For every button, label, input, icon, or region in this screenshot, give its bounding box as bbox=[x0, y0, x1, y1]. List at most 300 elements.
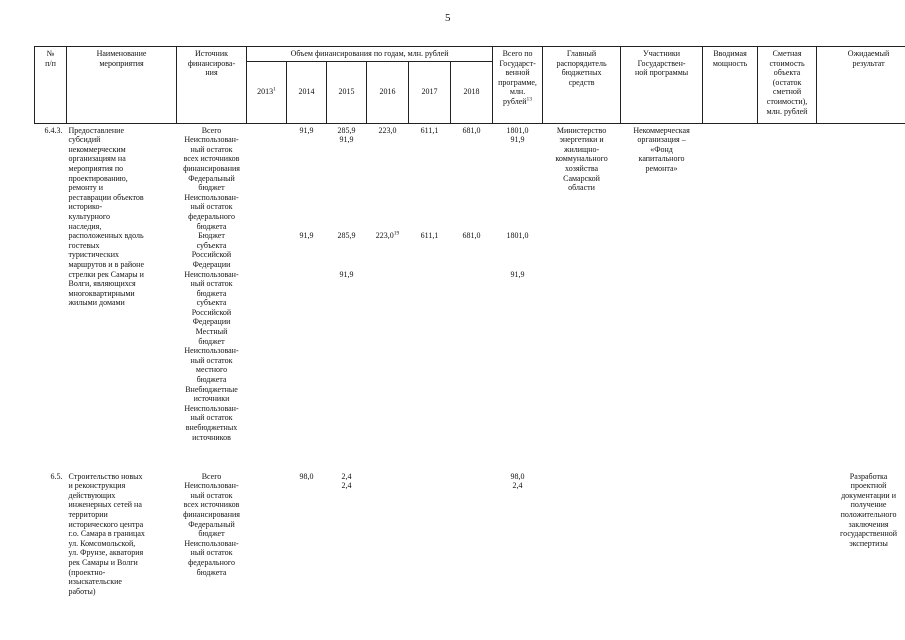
funding-value bbox=[411, 270, 449, 280]
funding-value: 91,9 bbox=[339, 269, 354, 279]
funding-value bbox=[289, 270, 325, 280]
header-capacity bbox=[703, 47, 758, 124]
header-funding-group: Объем финансирования по годам, млн. рублей bbox=[247, 47, 493, 62]
text-line: местного bbox=[195, 365, 228, 375]
text-line: Строительство новых bbox=[68, 471, 143, 481]
row-value-2018 bbox=[451, 472, 493, 612]
text-line: экспертизы bbox=[849, 538, 888, 548]
text-line: программе, bbox=[498, 77, 537, 87]
row-name bbox=[67, 472, 177, 612]
row-capacity bbox=[703, 472, 758, 612]
header-year-2016: 2016 bbox=[367, 61, 409, 123]
row-manager bbox=[543, 123, 621, 466]
text-line: Сметная bbox=[772, 49, 802, 58]
funding-value bbox=[329, 260, 365, 270]
text-line: мероприятия по bbox=[68, 163, 124, 173]
text-line: стоимости), bbox=[766, 96, 808, 106]
funding-value bbox=[329, 154, 365, 164]
funding-value bbox=[329, 164, 365, 174]
text-line: ремонта» bbox=[645, 163, 678, 173]
funding-value: 1801,0 bbox=[506, 231, 529, 241]
row-name bbox=[67, 123, 177, 466]
funding-value bbox=[495, 164, 541, 174]
footnote-mark: 19 bbox=[393, 230, 400, 237]
funding-value: 1801,0 bbox=[506, 125, 529, 135]
row-value-total bbox=[493, 472, 543, 612]
funding-value bbox=[289, 250, 325, 260]
text-line: работы) bbox=[68, 586, 96, 596]
funding-value bbox=[453, 164, 491, 174]
funding-value bbox=[453, 222, 491, 232]
text-line: ный остаток bbox=[190, 548, 233, 558]
funding-value bbox=[495, 202, 541, 212]
funding-value bbox=[453, 183, 491, 193]
funding-value bbox=[495, 183, 541, 193]
text-line: Федеральный bbox=[188, 173, 235, 183]
header-year-2014: 2014 bbox=[287, 61, 327, 123]
funding-value: 91,9 bbox=[510, 135, 525, 145]
row-source bbox=[177, 123, 247, 466]
funding-value bbox=[249, 481, 285, 491]
text-line: финансирования bbox=[183, 163, 240, 173]
funding-value bbox=[453, 145, 491, 155]
funding-value bbox=[249, 174, 285, 184]
row-manager bbox=[543, 472, 621, 612]
row-value-2015 bbox=[327, 123, 367, 466]
text-line: мощность bbox=[712, 58, 748, 68]
text-line: федерального bbox=[188, 211, 235, 221]
row-number: 6.5. bbox=[50, 471, 63, 481]
table-row bbox=[35, 123, 905, 466]
text-line: мероприятия bbox=[99, 58, 144, 68]
row-value-2017 bbox=[409, 123, 451, 466]
text-line: Российской bbox=[191, 307, 232, 317]
funding-value: 98,0 bbox=[510, 471, 525, 481]
text-line: бюджет bbox=[198, 529, 225, 539]
text-line: источников bbox=[192, 432, 231, 442]
row-estimate bbox=[758, 123, 817, 466]
row-participants bbox=[621, 472, 703, 612]
funding-value bbox=[369, 270, 407, 280]
funding-value bbox=[369, 193, 407, 203]
funding-value bbox=[289, 193, 325, 203]
row-participants bbox=[621, 123, 703, 466]
text-line: г.о. Самара в границах bbox=[68, 529, 145, 539]
funding-value bbox=[249, 202, 285, 212]
funding-value bbox=[495, 222, 541, 232]
funding-value bbox=[495, 250, 541, 260]
funding-value bbox=[369, 222, 407, 232]
text-line: № bbox=[46, 49, 55, 58]
text-line: венной bbox=[505, 68, 530, 78]
funding-value: 2,4 bbox=[341, 481, 352, 491]
funding-value bbox=[249, 164, 285, 174]
text-line: ремонту и bbox=[68, 183, 104, 193]
text-line: Бюджет bbox=[198, 231, 225, 241]
funding-value bbox=[329, 241, 365, 251]
funding-value bbox=[495, 154, 541, 164]
header-year-2017: 2017 bbox=[409, 61, 451, 123]
text-line: Ожидаемый bbox=[847, 49, 890, 58]
funding-value bbox=[289, 145, 325, 155]
funding-value bbox=[289, 174, 325, 184]
row-value-2017 bbox=[409, 472, 451, 612]
text-line: бюджет bbox=[198, 183, 225, 193]
text-line: гостевых bbox=[68, 240, 100, 250]
text-line: инженерных сетей на bbox=[68, 500, 142, 510]
text-line: (проектно- bbox=[68, 567, 106, 577]
text-line: Неиспользован- bbox=[184, 192, 239, 202]
header-year-2018: 2018 bbox=[451, 61, 493, 123]
text-line: «Фонд bbox=[650, 144, 673, 154]
funding-table-container bbox=[34, 46, 898, 612]
text-line: Всего bbox=[201, 471, 222, 481]
text-line: Неиспользован- bbox=[184, 135, 239, 145]
text-line: действующих bbox=[68, 490, 116, 500]
text-line: историко- bbox=[68, 202, 103, 212]
funding-value bbox=[495, 260, 541, 270]
text-line: Федерации bbox=[192, 317, 231, 327]
funding-value bbox=[453, 154, 491, 164]
funding-value: 611,1 bbox=[420, 231, 439, 241]
text-line: ный остаток bbox=[190, 355, 233, 365]
row-value-2015 bbox=[327, 472, 367, 612]
text-line: (остаток bbox=[772, 77, 802, 87]
table-row bbox=[35, 472, 905, 612]
text-line: Всего bbox=[201, 125, 222, 135]
funding-value bbox=[369, 135, 407, 145]
text-line: Участники bbox=[643, 49, 681, 58]
text-line: Неиспользован- bbox=[184, 403, 239, 413]
header-result bbox=[817, 47, 905, 124]
funding-value bbox=[453, 193, 491, 203]
text-line: Разработка bbox=[849, 471, 888, 481]
funding-value bbox=[369, 472, 407, 482]
funding-table bbox=[34, 46, 905, 612]
funding-value bbox=[369, 260, 407, 270]
row-source bbox=[177, 472, 247, 612]
funding-value bbox=[411, 472, 449, 482]
text-line: капитального bbox=[638, 154, 685, 164]
text-line: Неиспользован- bbox=[184, 346, 239, 356]
funding-value bbox=[411, 145, 449, 155]
header-participants bbox=[621, 47, 703, 124]
funding-value: 681,0 bbox=[462, 125, 481, 135]
text-line: наследия, bbox=[68, 221, 102, 231]
funding-value bbox=[411, 202, 449, 212]
funding-value bbox=[495, 241, 541, 251]
funding-value bbox=[249, 231, 285, 241]
text-line: стоимость bbox=[769, 58, 805, 68]
text-line: ный остаток bbox=[190, 279, 233, 289]
funding-value bbox=[369, 241, 407, 251]
funding-value bbox=[495, 174, 541, 184]
text-line: бюджет bbox=[198, 336, 225, 346]
funding-value bbox=[329, 193, 365, 203]
funding-value bbox=[329, 202, 365, 212]
funding-value bbox=[411, 222, 449, 232]
funding-value bbox=[289, 241, 325, 251]
text-line: всех источников bbox=[183, 154, 240, 164]
text-line: стрелки рек Самары и bbox=[68, 269, 144, 279]
funding-value: 285,9 bbox=[337, 125, 356, 135]
header-manager bbox=[543, 47, 621, 124]
text-line: проектированию, bbox=[68, 173, 128, 183]
row-estimate bbox=[758, 472, 817, 612]
funding-value: 611,1 bbox=[420, 125, 439, 135]
funding-value bbox=[369, 183, 407, 193]
text-line: жилыми домами bbox=[68, 298, 125, 308]
funding-value bbox=[289, 212, 325, 222]
text-line: бюджета bbox=[196, 567, 227, 577]
footnote-mark: 13 bbox=[526, 96, 533, 103]
text-line: Государст- bbox=[499, 58, 536, 68]
funding-value bbox=[369, 174, 407, 184]
funding-value bbox=[453, 472, 491, 482]
row-result bbox=[817, 123, 905, 466]
funding-value bbox=[289, 481, 325, 491]
text-line: финансирова- bbox=[187, 58, 236, 68]
text-line: сметной bbox=[772, 87, 802, 97]
text-line: результат bbox=[852, 58, 885, 68]
row-value-2018 bbox=[451, 123, 493, 466]
funding-value bbox=[289, 135, 325, 145]
text-line: коммунального bbox=[555, 154, 608, 164]
row-value-2016 bbox=[367, 472, 409, 612]
funding-value: 2,4 bbox=[341, 471, 352, 481]
text-line: рублей$^{13}$ bbox=[503, 96, 533, 106]
funding-value bbox=[249, 222, 285, 232]
text-line: Внебюджетные bbox=[185, 384, 238, 394]
text-line: объекта bbox=[773, 68, 801, 78]
text-line: организация – bbox=[637, 135, 686, 145]
funding-value bbox=[329, 174, 365, 184]
row-number: 6.4.3. bbox=[44, 125, 63, 135]
funding-value bbox=[453, 241, 491, 251]
text-line: государственной bbox=[840, 529, 898, 539]
text-line: Государствен- bbox=[637, 58, 686, 68]
text-line: Источник bbox=[195, 49, 228, 58]
funding-value bbox=[289, 183, 325, 193]
text-line: Федеральный bbox=[188, 519, 235, 529]
funding-value bbox=[329, 183, 365, 193]
text-line: Предоставление bbox=[68, 125, 125, 135]
text-line: Местный bbox=[195, 327, 228, 337]
text-line: ный остаток bbox=[190, 413, 233, 423]
text-line: млн. рублей bbox=[766, 106, 808, 116]
funding-value bbox=[289, 202, 325, 212]
row-value-2016 bbox=[367, 123, 409, 466]
funding-value bbox=[329, 212, 365, 222]
text-line: области bbox=[568, 183, 595, 193]
funding-value bbox=[495, 193, 541, 203]
text-line: жилищно- bbox=[563, 144, 600, 154]
header-name bbox=[67, 47, 177, 124]
text-line: культурного bbox=[68, 211, 111, 221]
text-line: исторического центра bbox=[68, 519, 144, 529]
text-line: получение bbox=[850, 500, 887, 510]
funding-value bbox=[453, 174, 491, 184]
funding-value bbox=[453, 135, 491, 145]
text-line: некоммерческим bbox=[68, 144, 126, 154]
funding-value bbox=[369, 164, 407, 174]
row-value-2013 bbox=[247, 123, 287, 466]
text-line: туристических bbox=[68, 250, 119, 260]
funding-value bbox=[249, 260, 285, 270]
text-line: Наименование bbox=[96, 49, 147, 58]
text-line: Российской bbox=[191, 250, 232, 260]
text-line: реставрации объектов bbox=[68, 192, 144, 202]
text-line: хозяйства bbox=[565, 163, 599, 173]
text-line: ул. Комсомольской, bbox=[68, 538, 136, 548]
text-line: ния bbox=[205, 68, 218, 78]
funding-value bbox=[249, 154, 285, 164]
header-total bbox=[493, 47, 543, 124]
text-line: энергетики и bbox=[559, 135, 604, 145]
funding-value: 98,0 bbox=[299, 471, 314, 481]
funding-value bbox=[453, 212, 491, 222]
text-line: Министерство bbox=[556, 125, 607, 135]
text-line: ный остаток bbox=[190, 490, 233, 500]
text-line: внебюджетных bbox=[185, 423, 238, 432]
text-line: положительного bbox=[840, 509, 897, 519]
funding-value bbox=[453, 202, 491, 212]
header-estimate bbox=[758, 47, 817, 124]
funding-value bbox=[369, 481, 407, 491]
text-line: бюджетных bbox=[561, 68, 602, 78]
row-value-total bbox=[493, 123, 543, 466]
text-line: Неиспользован- bbox=[184, 538, 239, 548]
funding-value: 285,9 bbox=[337, 231, 356, 241]
funding-value: 91,9 bbox=[339, 135, 354, 145]
funding-value bbox=[249, 183, 285, 193]
text-line: организациям на bbox=[68, 154, 126, 164]
funding-value bbox=[411, 193, 449, 203]
funding-value bbox=[411, 481, 449, 491]
funding-value bbox=[249, 135, 285, 145]
funding-value: 91,9 bbox=[510, 269, 525, 279]
text-line: субсидий bbox=[68, 135, 101, 145]
funding-value bbox=[411, 174, 449, 184]
funding-value: 223,0$^{19}$ bbox=[375, 230, 400, 241]
funding-value bbox=[453, 260, 491, 270]
text-line: маршрутов и в районе bbox=[68, 259, 145, 269]
text-line: Неиспользован- bbox=[184, 269, 239, 279]
text-line: млн. bbox=[509, 87, 526, 97]
text-line: Волги, являющихся bbox=[68, 279, 136, 289]
text-line: и реконструкция bbox=[68, 481, 126, 491]
funding-value bbox=[329, 250, 365, 260]
funding-value: 91,9 bbox=[299, 231, 314, 241]
row-value-2013 bbox=[247, 472, 287, 612]
text-line: проектной bbox=[850, 481, 887, 491]
page-number: 5 bbox=[445, 12, 451, 24]
funding-value bbox=[411, 183, 449, 193]
funding-value: 91,9 bbox=[299, 125, 314, 135]
header-source bbox=[177, 47, 247, 124]
text-line: ный остаток bbox=[190, 202, 233, 212]
funding-value bbox=[249, 145, 285, 155]
text-line: Самарской bbox=[563, 173, 600, 183]
header-num bbox=[35, 47, 67, 124]
text-line: заключения bbox=[848, 519, 889, 529]
text-line: территории bbox=[68, 509, 108, 519]
funding-value bbox=[369, 145, 407, 155]
row-value-2014 bbox=[287, 472, 327, 612]
funding-value bbox=[369, 250, 407, 260]
row-capacity bbox=[703, 123, 758, 466]
funding-value bbox=[249, 193, 285, 203]
text-line: бюджета bbox=[196, 375, 227, 385]
funding-value bbox=[453, 250, 491, 260]
funding-value bbox=[369, 154, 407, 164]
funding-value bbox=[411, 212, 449, 222]
funding-value bbox=[369, 202, 407, 212]
text-line: источники bbox=[193, 394, 230, 404]
text-line: ул. Фрунзе, акватория bbox=[68, 548, 144, 558]
text-line: документации и bbox=[841, 490, 896, 500]
text-line: бюджета bbox=[196, 288, 227, 298]
text-line: всех источников bbox=[183, 500, 240, 510]
funding-value bbox=[453, 481, 491, 491]
funding-value: 2,4 bbox=[512, 481, 523, 491]
funding-value: 681,0 bbox=[462, 231, 481, 241]
funding-value bbox=[495, 212, 541, 222]
funding-value bbox=[369, 212, 407, 222]
text-line: изыскательские bbox=[68, 577, 122, 587]
funding-value: 223,0 bbox=[378, 125, 397, 135]
text-line: рек Самары и Волги bbox=[68, 557, 138, 567]
row-result bbox=[817, 472, 905, 612]
text-line: ный остаток bbox=[190, 144, 233, 154]
funding-value bbox=[289, 154, 325, 164]
text-line: многоквартирными bbox=[68, 288, 135, 298]
text-line: финансирования bbox=[183, 509, 240, 519]
text-line: ной программы bbox=[634, 68, 689, 78]
funding-value bbox=[249, 126, 285, 136]
text-line: расположенных вдоль bbox=[68, 231, 144, 241]
text-line: Неиспользован- bbox=[184, 481, 239, 491]
header-year-2015: 2015 bbox=[327, 61, 367, 123]
funding-value bbox=[411, 154, 449, 164]
funding-value bbox=[249, 270, 285, 280]
text-line: субъекта bbox=[196, 240, 227, 250]
text-line: Некоммерческая bbox=[633, 125, 690, 135]
text-line: Всего по bbox=[502, 49, 533, 58]
header-year-2013: 2013$^1$ bbox=[247, 61, 287, 123]
funding-value bbox=[249, 241, 285, 251]
text-line: Федерации bbox=[192, 259, 231, 269]
funding-value bbox=[249, 472, 285, 482]
text-line: субъекта bbox=[196, 298, 227, 308]
text-line: средств bbox=[568, 77, 595, 87]
funding-value bbox=[411, 164, 449, 174]
funding-value bbox=[289, 164, 325, 174]
funding-value bbox=[249, 250, 285, 260]
funding-value bbox=[495, 145, 541, 155]
text-line: бюджета bbox=[196, 221, 227, 231]
text-line: Главный bbox=[566, 49, 597, 58]
funding-value bbox=[289, 260, 325, 270]
funding-value bbox=[289, 222, 325, 232]
text-line: федерального bbox=[188, 557, 235, 567]
funding-value bbox=[411, 250, 449, 260]
text-line: распорядитель bbox=[556, 58, 607, 68]
funding-value bbox=[411, 241, 449, 251]
text-line: Вводимая bbox=[713, 49, 747, 58]
text-line: п/п bbox=[45, 58, 56, 68]
funding-value bbox=[453, 270, 491, 280]
